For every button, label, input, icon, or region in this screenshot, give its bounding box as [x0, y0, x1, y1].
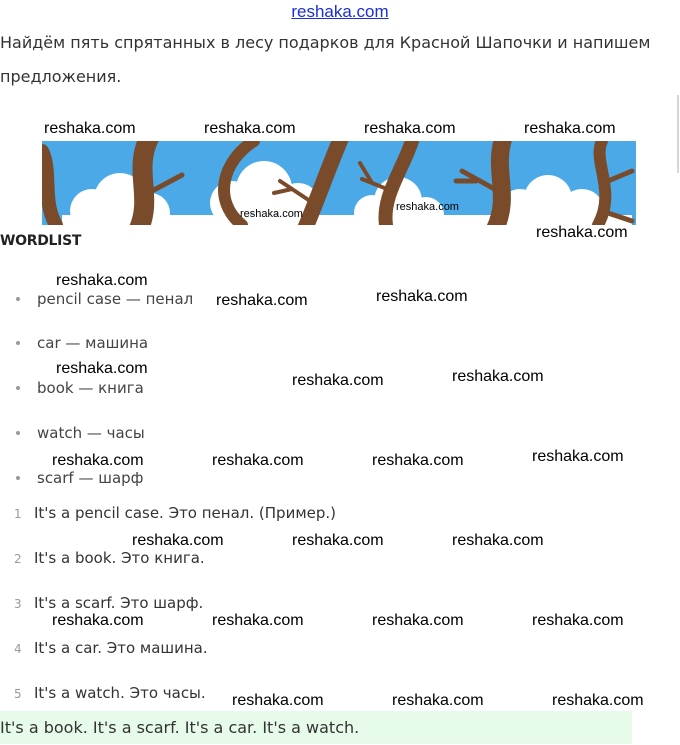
watermark: reshaka.com — [56, 360, 148, 377]
watermark: reshaka.com — [56, 272, 148, 289]
watermark: reshaka.com — [44, 120, 136, 137]
task-instruction — [0, 26, 670, 94]
watermark: reshaka.com — [204, 120, 296, 137]
watermark: reshaka.com — [240, 208, 303, 220]
answer-item: 2 It's a book. Это книга. — [14, 549, 205, 567]
watermark: reshaka.com — [524, 120, 616, 137]
bullet-icon — [16, 476, 20, 480]
final-answer: It's a book. It's a scarf. It's a car. It's a watch. — [0, 711, 632, 744]
watermark: reshaka.com — [532, 448, 624, 465]
watermark: reshaka.com — [552, 692, 644, 709]
task-instruction-line-1: Найдём пять спрятанных в лесу подарков для Красной Шапочки и напишем — [0, 33, 651, 52]
wordlist-item: book — книга — [16, 377, 144, 399]
watermark: reshaka.com — [52, 612, 144, 629]
wordlist-item: car — машина — [16, 332, 148, 354]
answer-item: 5 It's a watch. Это часы. — [14, 684, 206, 702]
answer-item: 3 It's a scarf. Это шарф. — [14, 594, 204, 612]
wordlist-heading: WORDLIST — [0, 233, 82, 249]
answer-item: 1 It's a pencil case. Это пенал. (Пример.) — [14, 504, 336, 522]
watermark: reshaka.com — [364, 120, 456, 137]
scrollbar[interactable] — [677, 95, 679, 173]
watermark: reshaka.com — [292, 532, 384, 549]
watermark: reshaka.com — [372, 612, 464, 629]
bullet-icon — [16, 386, 20, 390]
watermark: reshaka.com — [232, 692, 324, 709]
watermark: reshaka.com — [392, 692, 484, 709]
watermark: reshaka.com — [292, 372, 384, 389]
wordlist-item: scarf — шарф — [16, 467, 144, 489]
forest-illustration — [42, 141, 636, 225]
watermark: reshaka.com — [396, 201, 459, 213]
wordlist-item: pencil case — пенал — [16, 288, 193, 310]
watermark: reshaka.com — [216, 292, 308, 309]
watermark: reshaka.com — [532, 612, 624, 629]
watermark: reshaka.com — [452, 532, 544, 549]
watermark: reshaka.com — [376, 288, 468, 305]
watermark: reshaka.com — [372, 452, 464, 469]
watermark: reshaka.com — [536, 224, 628, 241]
watermark: reshaka.com — [132, 532, 224, 549]
forest-illustration-svg — [42, 141, 636, 225]
answer-item: 4 It's a car. Это машина. — [14, 639, 208, 657]
watermark: reshaka.com — [212, 612, 304, 629]
watermark: reshaka.com — [52, 452, 144, 469]
bullet-icon — [16, 297, 20, 301]
bullet-icon — [16, 341, 20, 345]
watermark: reshaka.com — [452, 368, 544, 385]
watermark: reshaka.com — [212, 452, 304, 469]
bullet-icon — [16, 431, 20, 435]
wordlist-item: watch — часы — [16, 422, 145, 444]
task-instruction-line-2: предложения. — [0, 67, 122, 86]
site-link[interactable]: reshaka.com — [291, 2, 389, 21]
